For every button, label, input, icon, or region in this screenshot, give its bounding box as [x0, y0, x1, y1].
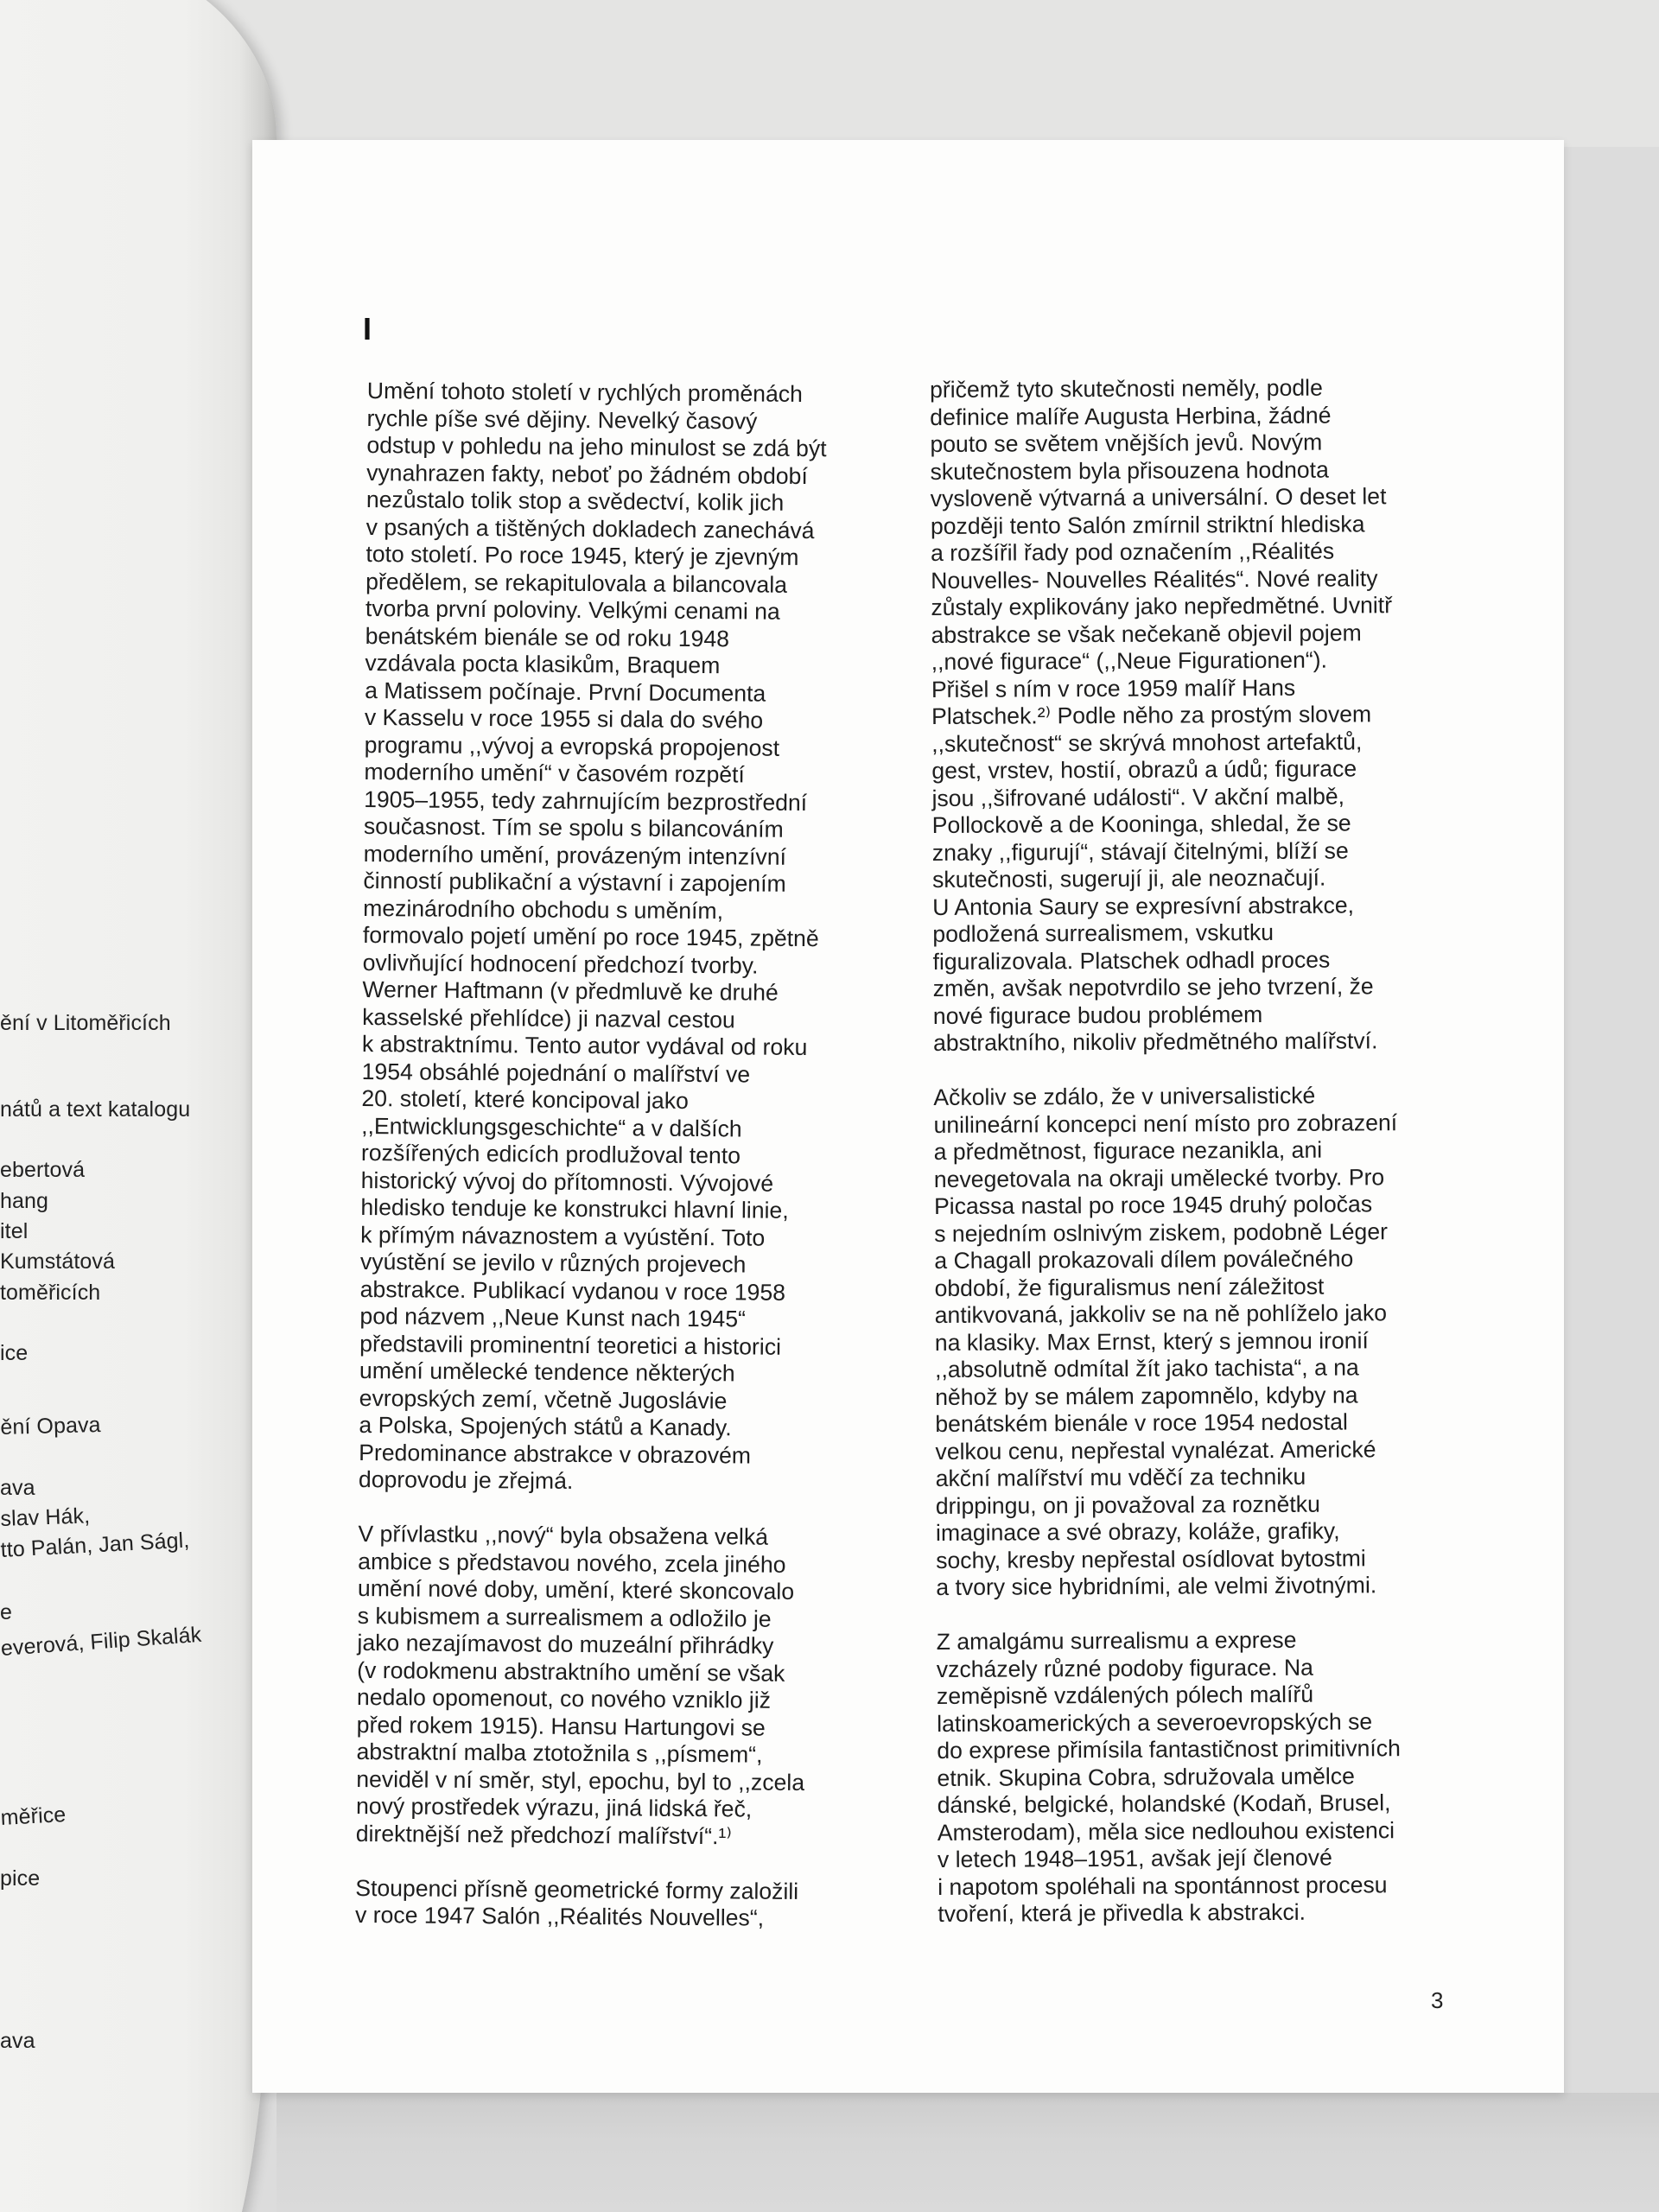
text-line: figuralizovala. Platschek odhadl proces: [932, 946, 1331, 975]
text-line: a předmětnost, figurace nezanikla, ani: [933, 1136, 1323, 1165]
text-line: vyústění se jevilo v různých projevech: [359, 1248, 747, 1278]
text-line: současnost. Tím se spolu s bilancováním: [363, 812, 784, 842]
left-page-line: ava: [0, 1476, 35, 1500]
text-line: vzdávala pocta klasikům, Braquem: [365, 649, 721, 679]
text-line: Nouvelles- Nouvelles Réalités“. Nové reality: [931, 564, 1378, 594]
text-line: do exprese přimísila fantastičnost primitivních: [937, 1735, 1401, 1764]
text-line: doprovodu je zřejmá.: [358, 1465, 574, 1494]
text-line: sochy, kresby nepřestal osídlovat bytostmi: [936, 1544, 1366, 1573]
text-line: s nejedním oslnivým ziskem, podobně Léger: [934, 1217, 1389, 1247]
text-line: imaginace a své obrazy, koláže, grafiky,: [935, 1517, 1340, 1546]
text-line: činností publikační a výstavní i zapojením: [363, 867, 786, 897]
text-line: evropských zemí, včetně Jugoslávie: [359, 1384, 728, 1414]
text-line: abstraktní malba ztotožnila s ,,písmem“,: [356, 1738, 763, 1768]
text-line: formovalo pojetí umění po roce 1945, zpětně: [362, 921, 819, 952]
text-line: nevegetovala na okraji umělecké tvorby. Pro: [933, 1163, 1385, 1192]
text-line: nový prostředek výrazu, jiná lidská řeč,: [355, 1792, 753, 1822]
text-line: kasselské přehlídce) ji nazval cestou: [362, 1003, 735, 1033]
text-line: moderního umění“ v časovém rozpětí: [364, 758, 746, 788]
text-line: vynahrazen fakty, neboť po žádném období: [366, 459, 808, 489]
text-line: přičemž tyto skutečnosti neměly, podle: [930, 374, 1323, 403]
text-line: benátském bienále se od roku 1948: [365, 622, 730, 652]
text-line: unilineární koncepci není místo pro zobrazení: [933, 1109, 1398, 1138]
text-line: něhož by se málem zapomnělo, kdyby na: [935, 1381, 1358, 1410]
text-line: umění nové doby, umění, které skoncovalo: [357, 1574, 795, 1605]
text-line: jako nezajímavost do muzeální přihrádky: [357, 1629, 774, 1659]
text-line: a tvory sice hybridními, ale velmi životnými.: [936, 1572, 1377, 1600]
text-line: toto století. Po roce 1945, který je zjevným: [365, 540, 799, 570]
text-line: ,,Entwicklungsgeschichte“ a v dalších: [361, 1112, 742, 1141]
text-line: historický vývoj do přítomnosti. Vývojové: [360, 1166, 774, 1197]
text-line: ambice s představou nového, zcela jiného: [358, 1548, 786, 1578]
text-line: s kubismem a surrealismem a odložilo je: [357, 1602, 772, 1632]
chapter-numeral: I: [363, 311, 372, 346]
text-line: v psaných a tištěných dokladech zanechává: [365, 513, 815, 543]
text-line: a rozšířil řady pod označením ,,Réalités: [930, 537, 1335, 566]
page-number: 3: [1431, 1987, 1444, 2013]
left-page-line: e: [0, 1600, 13, 1624]
text-line: Z amalgámu surrealismu a exprese: [936, 1626, 1297, 1655]
text-line: Picassa nastal po roce 1945 druhý poločas: [933, 1191, 1373, 1219]
text-line: 1905–1955, tedy zahrnujícím bezprostřední: [364, 785, 808, 816]
text-line: ,,skutečnost“ se skrývá mnohost artefaktů,: [931, 728, 1363, 757]
text-line: v Kasselu v roce 1955 si dala do svého: [364, 703, 764, 734]
text-line: v letech 1948–1951, avšak její členové: [937, 1844, 1332, 1872]
paragraph-gap: [359, 1493, 868, 1524]
text-line: ovlivňující hodnocení předchozí tvorby.: [362, 949, 759, 979]
text-line: zůstaly explikovány jako nepředmětné. Uvnitř: [931, 592, 1393, 620]
left-page-line: itel: [0, 1219, 29, 1243]
text-line: vysloveně výtvarná a universální. O deset let: [930, 483, 1387, 512]
text-line: etnik. Skupina Cobra, sdružovala umělce: [937, 1762, 1355, 1791]
text-line: Stoupenci přísně geometrické formy založili: [355, 1874, 799, 1904]
text-line: skutečnosti, sugerují ji, ale neoznačují.: [931, 864, 1326, 893]
text-line: mezinárodního obchodu s uměním,: [363, 894, 724, 924]
left-page-line: ebertová: [0, 1158, 86, 1182]
left-page-line: ava: [0, 2029, 35, 2053]
left-page-line: ění Opava: [0, 1412, 101, 1440]
left-page-line: Kumstátová: [0, 1249, 116, 1274]
text-line: nedalo opomenout, co nového vzniklo již: [356, 1683, 772, 1713]
left-page: [0, 0, 276, 2212]
text-line: direktnější než předchozí malířství“.¹⁾: [355, 1820, 733, 1849]
text-line: jsou ,,šifrované události“. V akční malbě,: [931, 782, 1345, 811]
text-line: Umění tohoto století v rychlých proměnách: [366, 378, 804, 407]
text-line: ,,absolutně odmítal žít jako tachista“, a na: [934, 1354, 1359, 1382]
text-line: antikvovaná, jakkoliv se na ně pohlíželo jako: [934, 1300, 1388, 1328]
text-line: akční malířství mu vděčí za techniku: [935, 1463, 1306, 1491]
text-line: předělem, se rekapitulovala a bilancovala: [365, 568, 788, 598]
text-line: nové figurace budou problémem: [932, 1001, 1263, 1029]
left-page-line: hang: [0, 1189, 49, 1213]
text-line: k abstraktnímu. Tento autor vydával od roku: [361, 1030, 808, 1061]
text-line: Werner Haftmann (v předmluvě ke druhé: [362, 976, 779, 1006]
text-line: velkou cenu, nepřestal vynalézat. Americké: [935, 1435, 1376, 1465]
text-line: znaky ,,figurují“, stávají čitelnými, blíží se: [931, 836, 1349, 866]
text-line: umění umělecké tendence některých: [359, 1357, 735, 1387]
text-line: abstraktního, nikoliv předmětného malířství.: [932, 1027, 1378, 1056]
text-line: Pollockově a de Kooninga, shledal, že se: [931, 810, 1351, 838]
text-line: pouto se světem vnějších jevů. Novým: [930, 429, 1323, 457]
text-line: U Antonia Saury se expresívní abstrakce,: [932, 891, 1355, 920]
text-line: Amsterodam), měla sice nedlouhou existenci: [937, 1816, 1395, 1846]
text-line: (v rodokmenu abstraktního umění se však: [357, 1656, 785, 1687]
text-line: na klasiky. Max Ernst, který s jemnou ironií: [934, 1326, 1369, 1356]
left-page-line: toměřicích: [0, 1281, 101, 1305]
text-line: gest, vrstev, hostií, obrazů a údů; figurace: [931, 755, 1357, 784]
left-page-line: everová, Filip Skalák: [0, 1622, 203, 1661]
text-line: vzcházely různé podoby figurace. Na: [936, 1654, 1313, 1682]
left-page-line: pice: [0, 1866, 41, 1891]
text-line: odstup v pohledu na jeho minulost se zdá být: [366, 431, 827, 462]
paragraph-gap: [936, 1599, 1471, 1629]
text-line: ,,nové figurace“ (,,Neue Figurationen“).: [931, 646, 1328, 675]
text-line: před rokem 1915). Hansu Hartungovi se: [356, 1711, 766, 1741]
paragraph-gap: [933, 1054, 1469, 1084]
text-line: a Matissem počínaje. První Documenta: [365, 677, 766, 707]
left-page-line: tto Palán, Jan Ságl,: [0, 1528, 190, 1562]
paragraph-gap: [355, 1847, 865, 1878]
text-line: i napotom spoléhali na spontánnost procesu: [938, 1871, 1388, 1900]
left-page-line: ění v Litoměřicích: [0, 1011, 171, 1035]
text-line: v roce 1947 Salón ,,Réalités Nouvelles“,: [354, 1901, 765, 1931]
left-page-line: měřice: [0, 1802, 67, 1830]
text-line: moderního umění, provázeným intenzívní: [363, 840, 787, 870]
text-line: dánské, belgické, holandské (Kodaň, Brusel,: [937, 1789, 1391, 1818]
page-shadow: [276, 2093, 1659, 2212]
left-page-line: nátů a text katalogu: [0, 1097, 191, 1122]
text-line: neviděl v ní směr, styl, epochu, byl to ,,zcela: [356, 1765, 805, 1796]
text-line: programu ,,vývoj a evropská propojenost: [364, 731, 780, 761]
text-line: nezůstalo tolik stop a svědectví, kolik jich: [365, 486, 785, 516]
text-line: benátském bienále v roce 1954 nedostal: [935, 1408, 1348, 1437]
right-text-column: [930, 374, 1473, 1929]
text-line: podložená surrealismem, vskutku: [932, 918, 1274, 947]
text-line: V přívlastku ,,nový“ byla obsažena velká: [358, 1520, 769, 1550]
text-line: hledisko tenduje ke konstrukci hlavní linie,: [360, 1193, 789, 1224]
text-line: a Chagall prokazovali dílem poválečného: [934, 1245, 1354, 1274]
text-line: představili prominentní teoretici a historici: [359, 1330, 782, 1360]
text-line: drippingu, on ji považoval za roznětku: [935, 1491, 1320, 1519]
text-line: Platschek.²⁾ Podle něho za prostým slovem: [931, 701, 1372, 729]
text-line: tvorba první poloviny. Velkými cenami na: [365, 594, 780, 625]
text-line: a Polska, Spojených států a Kanady.: [359, 1411, 732, 1441]
text-line: skutečnostem byla přisouzena hodnota: [930, 456, 1329, 485]
text-line: abstrakce. Publikací vydanou v roce 1958: [359, 1275, 786, 1306]
text-line: Predominance abstrakce v obrazovém: [359, 1439, 752, 1469]
left-page-line: slav Hák,: [0, 1503, 91, 1531]
text-line: 20. století, které koncipoval jako: [361, 1084, 689, 1114]
text-line: tvoření, která je přivedla k abstrakci.: [938, 1898, 1306, 1927]
text-line: rozšířených edicích prodlužoval tento: [360, 1139, 741, 1169]
text-line: zeměpisně vzdálených pólech malířů: [936, 1681, 1314, 1709]
text-line: později tento Salón zmírnil striktní hlediska: [930, 510, 1365, 539]
text-line: Přišel s ním v roce 1959 malíř Hans: [931, 674, 1296, 702]
text-line: rychle píše své dějiny. Nevelký časový: [366, 404, 758, 435]
text-line: 1954 obsáhlé pojednání o malířství ve: [361, 1058, 751, 1088]
text-line: pod názvem ,,Neue Kunst nach 1945“: [359, 1302, 747, 1332]
text-line: Ačkoliv se zdálo, že v universalistické: [933, 1082, 1316, 1110]
text-line: definice malíře Augusta Herbina, žádné: [930, 402, 1332, 430]
text-line: latinskoamerických a severoevropských se: [937, 1707, 1373, 1737]
catalog-page: [252, 140, 1564, 2093]
text-line: abstrakce se však nečekaně objevil pojem: [931, 619, 1362, 648]
text-line: období, že figuralismus není záležitost: [934, 1273, 1325, 1301]
text-line: k přímým návaznostem a vyústění. Toto: [360, 1221, 766, 1251]
left-text-column: [355, 378, 877, 1933]
text-line: změn, avšak nepotvrdilo se jeho tvrzení, že: [932, 973, 1374, 1001]
left-page-line: ice: [0, 1341, 29, 1365]
